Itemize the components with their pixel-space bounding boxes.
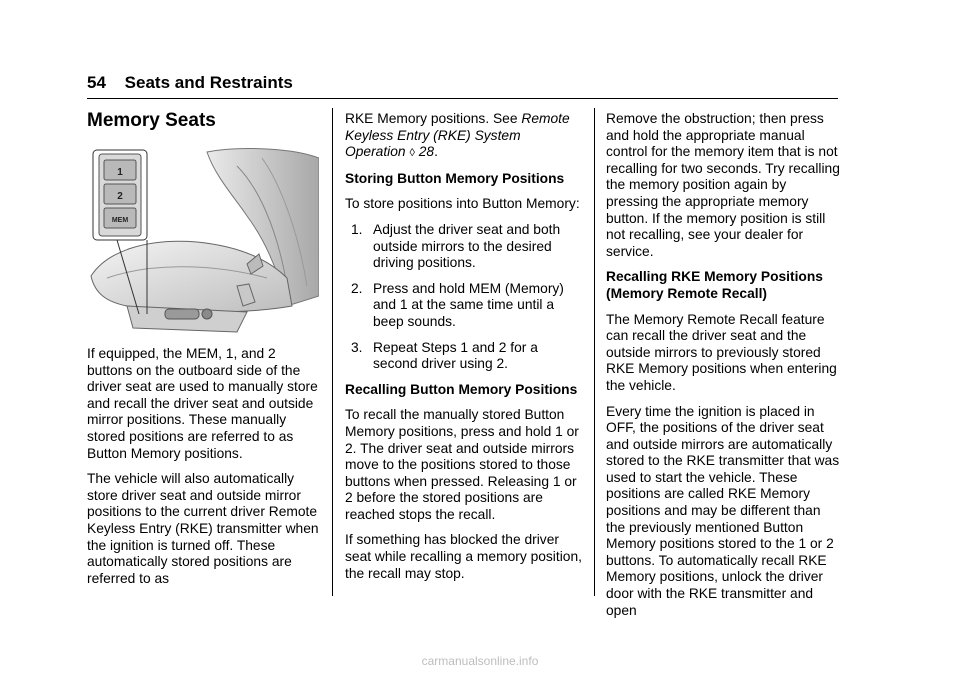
rke-link-page: 28 [418,144,435,160]
auto-store-paragraph: The vehicle will also automatically store driver seat and outside mirror positions to the current driver Remote Keyless Entry (RKE) transmitter when the ignition is turned off. These automatically stored positions are referred to as [87,471,319,586]
step-number: 1. [351,221,363,237]
column-divider-2 [594,108,595,596]
recalling-button-heading: Recalling Button Memory Positions [345,381,578,397]
remote-recall-paragraph: The Memory Remote Recall feature can recall the driver seat and the outside mirrors to previously stored RKE Memory positions when entering the vehicle. [606,311,837,393]
header-rule [87,98,838,99]
step-text: Adjust the driver seat and both outside mirrors to the desired driving positions. [373,221,561,271]
section-title: Seats and Restraints [124,73,293,92]
storing-steps [345,222,582,373]
column-divider-1 [332,108,333,596]
obstruction-paragraph: Remove the obstruction; then press and hold the appropriate manual control for the memory item that is not recalling for two seconds. Try recalling the memory position again by pressing the appropriate memory button. If the memory position is still not recalling, see your dealer for service. [606,111,840,259]
button-2-label: 2 [117,191,123,202]
step-number: 3. [351,339,363,355]
storing-intro: To store positions into Button Memory: [345,196,580,212]
column-2 [345,111,582,591]
column-3 [606,111,841,628]
step-number: 2. [351,280,363,296]
step-item [345,281,582,331]
step-item [345,340,582,373]
step-text: Repeat Steps 1 and 2 for a second driver using 2. [373,339,538,372]
recalling-button-paragraph: To recall the manually stored Button Memory positions, press and hold 1 or 2. The driver seat and outside mirrors move to the positions stored to those buttons when pressed. Releasing 1 or 2 before the stored positions are reached stops the recall. [345,407,579,522]
button-1-label: 1 [117,167,123,178]
recalling-rke-heading: Recalling RKE Memory Positions (Memory Remote Recall) [606,269,823,301]
column-1 [87,346,319,596]
storing-heading: Storing Button Memory Positions [345,170,565,186]
watermark: carmanualsonline.info [421,654,539,668]
intro-paragraph: If equipped, the MEM, 1, and 2 buttons on the outboard side of the driver seat are used to manually store and recall the driver seat and outside mirror positions. These manually stored positions are referred to as Button Memory positions. [87,346,318,461]
seat-illustration [87,146,319,336]
page-title: Memory Seats [87,110,216,131]
page-number: 54 [87,73,106,92]
rke-link-text: Remote Keyless Entry (RKE) System Operation [345,111,570,160]
rke-reference-text: RKE Memory positions. See [345,111,518,126]
step-text: Press and hold MEM (Memory) and 1 at the same time until a beep sounds. [373,280,564,329]
page-ref-icon: ◊ [409,147,415,160]
page-header [87,73,293,93]
ignition-paragraph: Every time the ignition is placed in OFF, the positions of the driver seat and outside mirrors are automatically stored to the RKE transmitter that was used to start the vehicle. These positions are called RKE Memory positions and may be different than the previously mentioned Button Memory positions stored to the 1 or 2 buttons. To automatically recall RKE Memory positions, unlock the driver door with the RKE transmitter and open [606,403,840,618]
button-mem-label: MEM [111,217,129,224]
rke-reference-end: . [434,144,438,160]
rke-reference-paragraph [345,111,582,162]
memory-seat-figure [87,146,319,336]
step-item [345,222,582,272]
blocked-paragraph: If something has blocked the driver seat while recalling a memory position, the recall may stop. [345,532,582,581]
